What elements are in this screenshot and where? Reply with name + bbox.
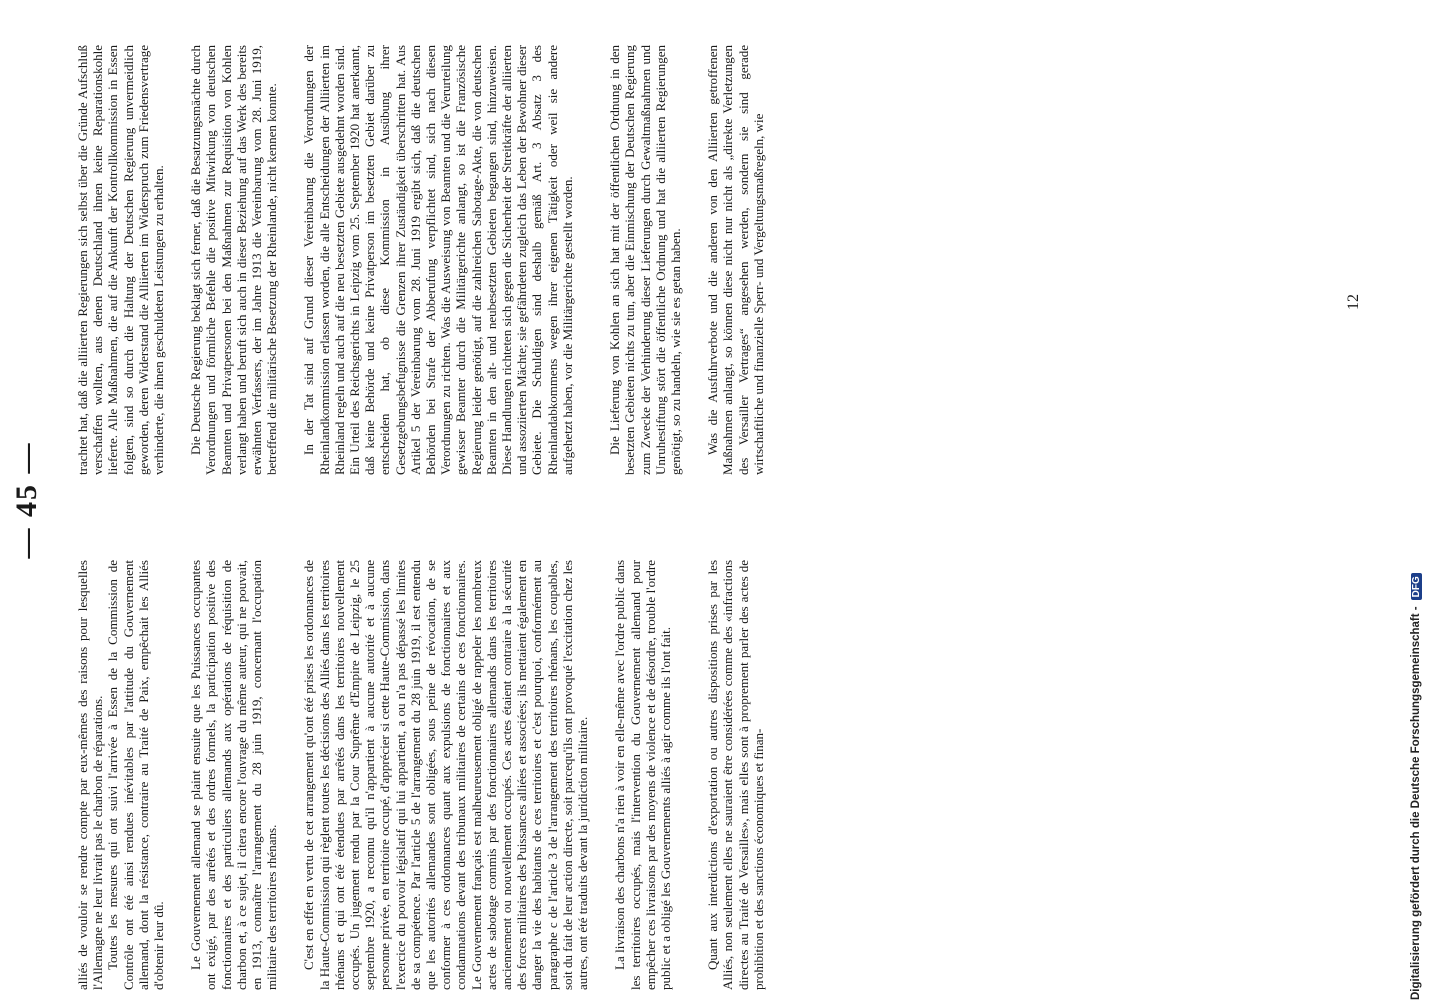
french-paragraph: C'est en effet en vertu de cet arrangement qu'ont été prises les ordonnances de la Haute-Commission qui règlent toutes les décisions des Alliés dans les territoires rhénans et qui ont été étendues par arrêtés dans les territoires nouvellement occupés. Un jugement rendu par la Cour Suprême d'Empire de Leipzig, le 25 septembre 1920, a reconnu qu'il n'appartient à aucune autorité et à aucune personne privée, en territoire occupé, d'apprécier si cette Haute-Commission, dans l'exercice du pouvoir législatif qui lui appartient, a ou n'a pas dépassé les limites de sa compétence. Par l'article 5 de l'arrangement du 28 juin 1919, il est entendu que les autorités allemandes sont obligées, sous peine de révocation, de se conformer à ces ordonnances quant aux expulsions de fonctionnaires et aux condamnations devant des tribunaux militaires de certains de ces fonctionnaires. Le Gouvernement français est malheureusement obligé de rappeler les nombreux actes de sabotage commis par des fonctionnaires allemands dans les territoires anciennement ou nouvellement occupés. Ces actes étaient contraire à la sécurité des forces militaires des Puissances alliées et associées; ils mettaient également en danger la vie des habitants de ces territoires et c'est pourquoi, conformément au paragraphe c de l'article 3 de l'arrangement des territoires rhénans, les coupables, soit du fait de leur action directe, soit parcequ'ils ont provoqué l'excitation chez les autres, ont été traduits devant la juridiction militaire.	[301, 560, 591, 990]
digitization-credit	[1410, 0, 1422, 1000]
french-column	[75, 560, 766, 990]
german-column	[75, 45, 766, 475]
dfg-logo: DFG	[1411, 573, 1422, 600]
credit-text: Digitalisierung gefördert durch die Deutsche Forschungsgemeinschaft -	[1410, 606, 1422, 1000]
german-paragraph: Die Lieferung von Kohlen an sich hat mit der öffentlichen Ordnung in den besetzten Gebieten nichts zu tun, aber die Einmischung der Deutschen Regierung zum Zwecke der Verhinderung dieser Lieferungen durch Gewaltmaßnahmen und Unruhestiftung stört die öffentliche Ordnung und hat die alliierten Regierungen genötigt, so zu handeln, wie sie es getan haben.	[607, 45, 683, 475]
page-number: — 45 —	[10, 441, 43, 559]
german-paragraph: trachtet hat, daß die alliierten Regierungen sich selbst über die Gründe Aufschluß verschaffen wollten, aus denen Deutschland ihnen keine Reparationskohle lieferte. Alle Maßnahmen, die auf die Ankunft der Kontrollkommission in Essen folgten, sind so durch die Haltung der Deutschen Regierung unvermeidlich geworden, deren Widerstand die Alliierten im Widerspruch zum Friedensvertrage verhinderte, die ihnen geschuldeten Leistungen zu erhalten.	[75, 45, 167, 475]
german-paragraph: Die Deutsche Regierung beklagt sich ferner, daß die Besatzungsmächte durch Verordnungen und förmliche Befehle die positive Mitwirkung von deutschen Beamten und Privatpersonen bei den Maßnahmen zur Requisition von Kohlen verlangt haben und beruft sich auch in dieser Beziehung auf das Werk des bereits erwähnten Verfassers, der im Jahre 1913 die Vereinbarung vom 28. Juni 1919, betreffend die militärische Besetzung der Rheinlande, nicht kennen konnte.	[188, 45, 280, 475]
german-paragraph: In der Tat sind auf Grund dieser Vereinbarung die Verordnungen der Rheinlandkommission erlassen worden, die alle Entscheidungen der Alliierten im Rheinland regeln und auch auf die neu besetzten Gebiete ausgedehnt worden sind. Ein Urteil des Reichsgerichts in Leipzig vom 25. September 1920 hat anerkannt, daß keine Behörde und keine Privatperson im besetzten Gebiet darüber zu entscheiden hat, ob diese Kommission in Ausübung ihrer Gesetzgebungsbefugnisse die Grenzen ihrer Zuständigkeit überschritten hat. Aus Artikel 5 der Vereinbarung vom 28. Juni 1919 ergibt sich, daß die deutschen Behörden bei Strafe der Abberufung verpflichtet sind, sich nach diesen Verordnungen zu richten. Was die Ausweisung von Beamten und die Verurteilung gewisser Beamter durch die Militärgerichte anlangt, so ist die Französische Regierung leider genötigt, auf die zahlreichen Sabotage-Akte, die von deutschen Beamten in den alt- und neubesetzten Gebieten begangen sind, hinzuweisen. Diese Handlungen richteten sich gegen die Sicherheit der Streitkräfte der alliierten und assoziierten Mächte; sie gefährdeten zugleich das Leben der Bewohner dieser Gebiete. Die Schuldigen sind deshalb gemäß Art. 3 Absatz 3 des Rheinlandabkommens wegen ihrer eigenen Tätigkeit oder weil sie andere aufgehetzt haben, vor die Militärgerichte gestellt worden.	[301, 45, 575, 475]
french-paragraph: Le Gouvernement allemand se plaint ensuite que les Puissances occupantes ont exigé, par des arrêtés et des ordres formels, la participation positive des fonctionnaires et des particuliers allemands aux opérations de réquisition de charbon et, à ce sujet, il citera encore l'ouvrage du même auteur, qui ne pouvait, en 1913, connaître l'arrangement du 28 juin 1919, concernant l'occupation militaire des territoires rhénans.	[188, 560, 280, 990]
french-paragraph: La livraison des charbons n'a rien à voir en elle-même avec l'ordre public dans les territoires occupés, mais l'intervention du Gouvernement allemand pour empêcher ces livraisons par des moyens de violence et de désordre, trouble l'ordre public et a obligé les Gouvernements alliés à agir comme ils l'ont fait.	[612, 560, 673, 990]
french-paragraph: Quant aux interdictions d'exportation ou autres dispositions prises par les Alliés, non seulement elles ne sauraient être considérées comme des «infractions directes au Traité de Versailles», mais elles sont à proprement parler des actes de prohibition et des sanctions économiques et finan-	[705, 560, 766, 990]
french-paragraph: Toutes les mesures qui ont suivi l'arrivée à Essen de la Commission de Contrôle ont été ainsi rendues inévitables par l'attitude du Gouvernement allemand, dont la résistance, contraire au Traité de Paix, empêchait les Alliés d'obtenir leur dû.	[105, 560, 167, 990]
french-paragraph: alliés de vouloir se rendre compte par eux-mêmes des raisons pour lesquelles l'Allemagne ne leur livrait pas le charbon de réparations.	[75, 560, 106, 990]
footer-page-number: 12	[1345, 294, 1362, 310]
german-paragraph: Was die Ausfuhrverbote und die anderen von den Alliierten getroffenen Maßnahmen anlangt, so können diese nicht nur nicht als „direkte Verletzungen des Versailler Vertrages“ angesehen werden, sondern sie sind gerade wirtschaftliche und finanzielle Sperr- und Vergeltungsmaßregeln, wie	[705, 45, 766, 475]
